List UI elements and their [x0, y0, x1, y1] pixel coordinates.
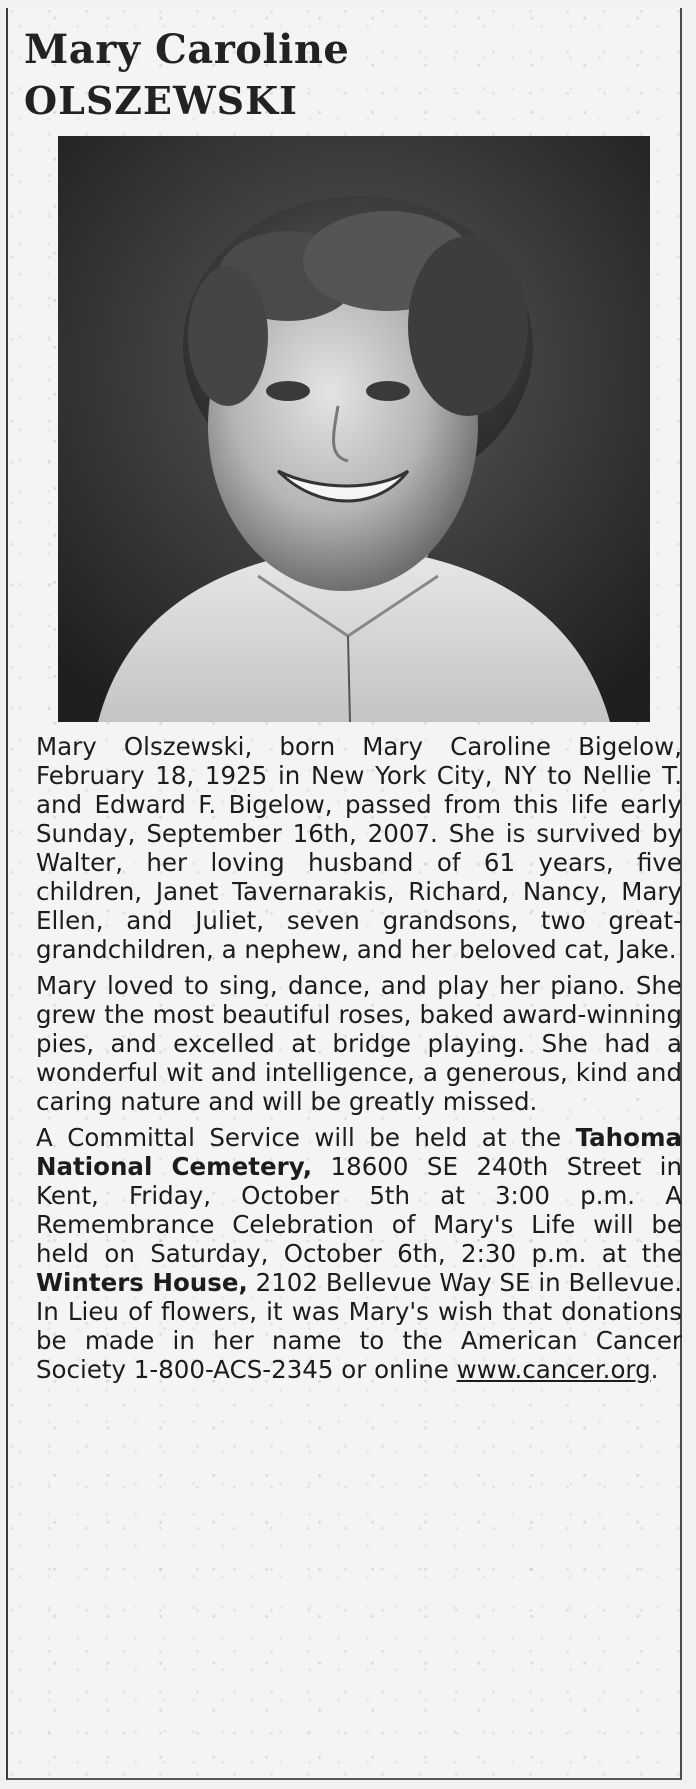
cemetery-name: Tahoma National Cemetery, — [36, 1123, 682, 1181]
paragraph-biography: Mary Olszewski, born Mary Caroline Bigelow, February 18, 1925 in New York City, NY to Nellie T. and Edward F. Bigelow, passed from this life early Sunday, September 16th, 2007. She is survived by Walter, her loving husband of 61 years, five children, Janet Tavernarakis, Richard, Nancy, Mary Ellen, and Juliet, seven grandsons, two great-grandchildren, a nephew, and her beloved cat, Jake. — [36, 732, 682, 964]
obituary-last-name: OLSZEWSKI — [24, 78, 298, 123]
venue-name: Winters House, — [36, 1268, 248, 1297]
services-end: . — [650, 1355, 659, 1384]
cancer-website-link[interactable]: www.cancer.org — [456, 1355, 651, 1384]
paragraph-services — [36, 1123, 682, 1384]
portrait-photo — [58, 136, 650, 722]
obituary-first-names: Mary Caroline — [24, 26, 350, 73]
services-text-3: 2102 Bellevue Way SE in Bellevue. In Lieu of flowers, it was Mary's wish that donations be made in her name to the American Cancer Society 1-800-ACS-2345 or online — [36, 1268, 682, 1384]
portrait-icon — [58, 136, 650, 722]
obituary-clipping — [6, 8, 682, 1780]
services-text-2: 18600 SE 240th Street in Kent, Friday, October 5th at 3:00 p.m. A Remembrance Celebration of Mary's Life will be held on Saturday, October 6th, 2:30 p.m. at the — [36, 1152, 682, 1268]
paragraph-interests: Mary loved to sing, dance, and play her piano. She grew the most beautiful roses, baked award-winning pies, and excelled at bridge playing. She had a wonderful wit and intelligence, a generous, kind and caring nature and will be greatly missed. — [36, 971, 682, 1116]
obituary-text — [36, 732, 682, 1391]
services-text-1: A Committal Service will be held at the — [36, 1123, 576, 1152]
